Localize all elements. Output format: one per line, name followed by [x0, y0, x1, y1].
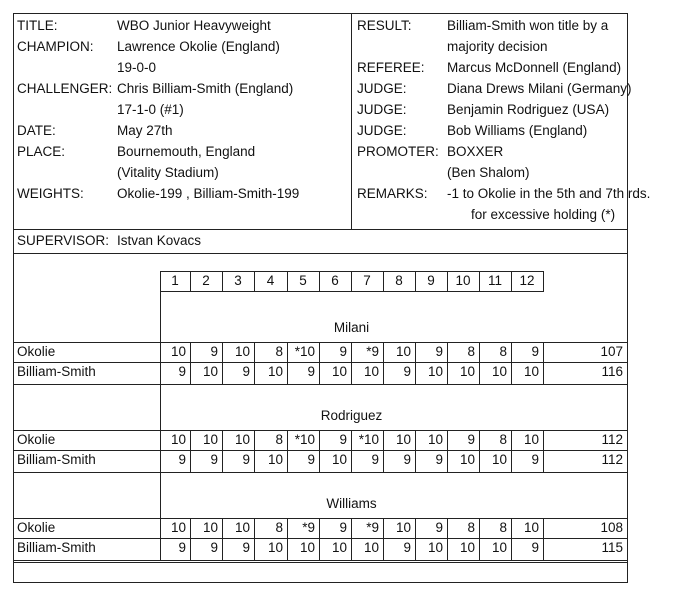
- round-score: *9: [366, 520, 379, 535]
- round-score: 9: [339, 344, 347, 359]
- frame-right: [627, 13, 628, 583]
- judge-name: Rodriguez: [320, 408, 383, 423]
- right-field-label: JUDGE:: [357, 102, 407, 117]
- round-score: 10: [170, 520, 186, 535]
- round-number: 6: [331, 273, 339, 288]
- right-field-label: JUDGE:: [357, 123, 407, 138]
- round-score: 9: [242, 540, 250, 555]
- round-score: 9: [210, 452, 218, 467]
- score-col-rule: [160, 342, 161, 385]
- left-field-value: May 27th: [117, 123, 173, 138]
- round-score: 10: [395, 344, 411, 359]
- round-score: 8: [499, 520, 507, 535]
- round-score: 8: [275, 432, 283, 447]
- score-col-rule: [447, 518, 448, 561]
- fighter-name: Billiam-Smith: [17, 364, 96, 379]
- score-col-rule: [287, 342, 288, 385]
- score-col-rule: [543, 342, 544, 385]
- left-field-extra: 19-0-0: [117, 60, 157, 75]
- left-field-value: Chris Billiam-Smith (England): [117, 81, 294, 96]
- round-score: 10: [491, 452, 507, 467]
- round-score: 8: [467, 344, 475, 359]
- round-number: 8: [395, 273, 403, 288]
- score-col-rule: [254, 342, 255, 385]
- score-col-rule: [383, 518, 384, 561]
- score-col-rule: [511, 430, 512, 473]
- round-score: 10: [395, 432, 411, 447]
- round-score: 10: [267, 452, 283, 467]
- header-column-divider: [351, 13, 352, 230]
- round-score: 10: [523, 364, 539, 379]
- score-col-rule: [190, 430, 191, 473]
- round-score: 10: [363, 364, 379, 379]
- round-score: 10: [459, 452, 475, 467]
- round-score: *10: [294, 344, 315, 359]
- round-number: 2: [202, 273, 210, 288]
- score-col-rule: [383, 342, 384, 385]
- score-col-rule: [415, 430, 416, 473]
- round-score: 10: [523, 432, 539, 447]
- bottom-spacer-rule: [13, 562, 628, 563]
- total-score: 116: [601, 364, 623, 379]
- round-score: 9: [531, 452, 539, 467]
- round-number: 9: [427, 273, 435, 288]
- left-field-extra: 17-1-0 (#1): [117, 102, 184, 117]
- frame-left: [13, 13, 14, 583]
- score-row-bottom: [13, 472, 628, 473]
- round-score: 9: [242, 364, 250, 379]
- round-score: 10: [459, 540, 475, 555]
- score-col-rule: [543, 518, 544, 561]
- round-score: 9: [403, 364, 411, 379]
- right-field-value: Billiam-Smith won title by a: [447, 18, 609, 33]
- right-field-label: JUDGE:: [357, 81, 407, 96]
- score-col-rule: [415, 342, 416, 385]
- score-col-rule: [190, 342, 191, 385]
- round-header-bottom: [160, 291, 544, 292]
- supervisor-value: Istvan Kovacs: [117, 233, 202, 248]
- round-score: 10: [523, 520, 539, 535]
- score-col-rule: [351, 430, 352, 473]
- round-score: 9: [178, 364, 186, 379]
- score-col-rule: [160, 518, 161, 561]
- round-score: 9: [210, 344, 218, 359]
- round-score: 10: [234, 520, 250, 535]
- round-score: 10: [170, 432, 186, 447]
- round-score: 10: [427, 432, 443, 447]
- round-number: 7: [363, 273, 371, 288]
- judge-name: Milani: [333, 320, 370, 335]
- left-field-label: DATE:: [17, 123, 56, 138]
- round-score: 9: [531, 540, 539, 555]
- fighter-name: Okolie: [17, 432, 56, 447]
- round-score: 9: [307, 452, 315, 467]
- score-col-rule: [383, 430, 384, 473]
- round-score: 9: [435, 344, 443, 359]
- judge-name: Williams: [326, 496, 377, 511]
- score-col-rule: [479, 430, 480, 473]
- round-score: 9: [371, 452, 379, 467]
- round-score: 9: [435, 452, 443, 467]
- round-score: 10: [202, 364, 218, 379]
- round-score: 9: [307, 364, 315, 379]
- right-field-value: Diana Drews Milani (Germany): [447, 81, 632, 96]
- round-header-rule: [543, 271, 544, 292]
- left-field-label: CHAMPION:: [17, 39, 94, 54]
- frame-top: [13, 13, 628, 14]
- round-score: 9: [531, 344, 539, 359]
- right-field-value: BOXXER: [447, 144, 504, 159]
- round-number: 1: [171, 273, 179, 288]
- score-col-rule: [319, 342, 320, 385]
- round-score: 10: [427, 364, 443, 379]
- right-field-value: Benjamin Rodriguez (USA): [447, 102, 610, 117]
- round-score: 8: [275, 520, 283, 535]
- right-field-label: REMARKS:: [357, 186, 428, 201]
- score-col-rule: [319, 518, 320, 561]
- score-col-rule: [447, 430, 448, 473]
- right-field-value: Marcus McDonnell (England): [447, 60, 622, 75]
- score-col-rule: [479, 518, 480, 561]
- score-col-rule: [479, 342, 480, 385]
- round-score: *9: [366, 344, 379, 359]
- round-score: 10: [202, 432, 218, 447]
- right-field-value: Bob Williams (England): [447, 123, 588, 138]
- round-score: 10: [202, 520, 218, 535]
- score-col-rule: [511, 518, 512, 561]
- score-col-rule: [222, 342, 223, 385]
- round-score: 9: [178, 452, 186, 467]
- round-number: 5: [299, 273, 307, 288]
- right-field-label: PROMOTER:: [357, 144, 439, 159]
- right-field-label: REFEREE:: [357, 60, 425, 75]
- round-number: 12: [519, 273, 535, 288]
- round-number: 3: [234, 273, 242, 288]
- round-score: 10: [491, 364, 507, 379]
- right-field-extra: for excessive holding (*): [471, 207, 616, 222]
- score-row-bottom: [13, 384, 628, 385]
- right-field-extra: (Ben Shalom): [447, 165, 530, 180]
- round-score: 10: [459, 364, 475, 379]
- round-score: 9: [435, 520, 443, 535]
- score-col-rule: [543, 430, 544, 473]
- round-score: 10: [299, 540, 315, 555]
- round-score: 9: [210, 540, 218, 555]
- score-col-rule: [287, 430, 288, 473]
- total-score: 112: [601, 432, 623, 447]
- score-col-rule: [222, 518, 223, 561]
- score-col-rule: [319, 430, 320, 473]
- score-col-rule: [287, 518, 288, 561]
- round-score: 10: [491, 540, 507, 555]
- fighter-name: Billiam-Smith: [17, 540, 96, 555]
- round-score: 10: [267, 364, 283, 379]
- round-score: 10: [234, 432, 250, 447]
- fighter-name: Okolie: [17, 344, 56, 359]
- score-col-rule: [222, 430, 223, 473]
- left-field-label: CHALLENGER:: [17, 81, 113, 96]
- total-score: 115: [601, 540, 623, 555]
- round-score: 10: [363, 540, 379, 555]
- round-number: 11: [487, 273, 502, 288]
- left-field-extra: (Vitality Stadium): [117, 165, 219, 180]
- score-col-rule: [351, 518, 352, 561]
- round-score: 9: [467, 432, 475, 447]
- left-field-value: Bournemouth, England: [117, 144, 256, 159]
- right-field-value: -1 to Okolie in the 5th and 7th rds.: [447, 186, 651, 201]
- round-score: 10: [267, 540, 283, 555]
- score-col-rule: [351, 342, 352, 385]
- round-score: 8: [499, 432, 507, 447]
- round-score: *10: [294, 432, 315, 447]
- round-score: *10: [358, 432, 379, 447]
- supervisor-label: SUPERVISOR:: [17, 233, 110, 248]
- score-col-rule: [511, 342, 512, 385]
- score-row-bottom: [13, 560, 628, 561]
- round-number: 4: [266, 273, 275, 288]
- left-field-value: Lawrence Okolie (England): [117, 39, 280, 54]
- score-col-rule: [447, 342, 448, 385]
- supervisor-divider: [13, 253, 628, 254]
- right-field-extra: majority decision: [447, 39, 548, 54]
- total-score: 107: [600, 344, 623, 359]
- round-score: 8: [467, 520, 475, 535]
- round-score: 9: [339, 520, 347, 535]
- left-field-value: WBO Junior Heavyweight: [117, 18, 271, 33]
- total-score: 112: [601, 452, 623, 467]
- left-field-label: TITLE:: [17, 18, 58, 33]
- frame-bottom: [13, 582, 628, 583]
- score-col-rule: [254, 430, 255, 473]
- round-score: 9: [242, 452, 250, 467]
- fighter-name: Okolie: [17, 520, 56, 535]
- round-score: 8: [499, 344, 507, 359]
- round-number: 10: [455, 273, 471, 288]
- round-score: 10: [331, 540, 347, 555]
- right-field-label: RESULT:: [357, 18, 412, 33]
- round-score: 8: [275, 344, 283, 359]
- score-col-rule: [190, 518, 191, 561]
- round-score: 10: [234, 344, 250, 359]
- left-field-label: WEIGHTS:: [17, 186, 84, 201]
- header-divider: [13, 229, 628, 230]
- total-score: 108: [600, 520, 623, 535]
- round-score: 9: [339, 432, 347, 447]
- left-field-value: Okolie-199 , Billiam-Smith-199: [117, 186, 300, 201]
- round-score: 9: [403, 540, 411, 555]
- fighter-name: Billiam-Smith: [17, 452, 96, 467]
- score-col-rule: [160, 430, 161, 473]
- round-score: 10: [170, 344, 186, 359]
- round-score: 10: [427, 540, 443, 555]
- left-field-label: PLACE:: [17, 144, 66, 159]
- round-score: 10: [395, 520, 411, 535]
- score-col-rule: [254, 518, 255, 561]
- round-score: *9: [302, 520, 315, 535]
- round-score: 9: [403, 452, 411, 467]
- score-col-rule: [415, 518, 416, 561]
- round-score: 10: [331, 452, 347, 467]
- round-score: 10: [331, 364, 347, 379]
- round-score: 9: [178, 540, 186, 555]
